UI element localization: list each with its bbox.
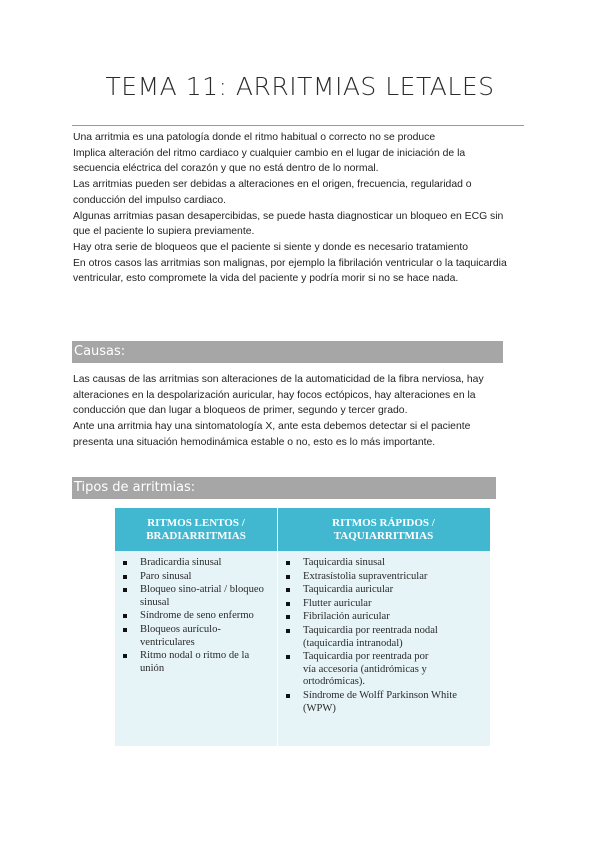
intro-paragraph: Hay otra serie de bloqueos que el paciente si siente y donde es necesario tratamiento bbox=[73, 241, 469, 253]
list-item: Extrasístolia supraventricular bbox=[278, 571, 488, 584]
arrhythmia-types-table bbox=[115, 508, 490, 746]
header-line: TAQUIARRITMIAS bbox=[333, 529, 434, 542]
causes-paragraph: Las causas de las arritmias son alteraciones de la automaticidad de la fibra nerviosa, hay alteraciones en la despolarización auricular, hay focos ectópicos, hay alteraciones en la conducción que dan lugar a bloqueos de primer, segundo y tercer grado. bbox=[73, 374, 484, 417]
list-item: Paro sinusal bbox=[115, 571, 275, 584]
intro-paragraph: Una arritmia es una patología donde el ritmo habitual o correcto no se produce bbox=[73, 132, 436, 143]
list-item: Taquicardia auricular bbox=[278, 584, 488, 597]
intro-paragraph: En otros casos las arritmias son malignas, por ejemplo la fibrilación ventricular o la taquicardia ventricular, esto compromete la vida del paciente y podría morir si no se hace nada. bbox=[73, 257, 507, 285]
table-header bbox=[115, 508, 490, 551]
list-item: Taquicardia sinusal bbox=[278, 557, 488, 570]
intro-paragraph: Algunas arritmias pasan desapercibidas, se puede hasta diagnosticar un bloqueo en ECG sin que el paciente lo supiera previamente. bbox=[73, 210, 504, 238]
section-heading-causas: Causas: bbox=[72, 341, 503, 363]
list-item: Ritmo nodal o ritmo de la unión bbox=[115, 650, 275, 675]
list-item: Taquicardia por reentrada por vía accesoria (antidrómicas y ortodrómicas). bbox=[278, 651, 488, 689]
intro-text bbox=[73, 130, 513, 287]
header-line: RITMOS RÁPIDOS / bbox=[332, 516, 435, 529]
list-item: Síndrome de seno enfermo bbox=[115, 610, 275, 623]
list-item: Bloqueos aurículo- ventriculares bbox=[115, 624, 275, 649]
header-bradiarritmias bbox=[115, 508, 277, 551]
list-item: Taquicardia por reentrada nodal (taquicardia intranodal) bbox=[278, 625, 488, 650]
taquiarritmias-list bbox=[278, 557, 488, 716]
title-divider bbox=[72, 125, 524, 126]
causes-text bbox=[73, 372, 513, 451]
header-line: BRADIARRITMIAS bbox=[146, 529, 246, 542]
list-item: Fibrilación auricular bbox=[278, 611, 488, 624]
intro-paragraph: Implica alteración del ritmo cardiaco y cualquier cambio en el lugar de iniciación de la secuencia eléctrica del corazón y que no está dentro de lo normal. bbox=[73, 147, 466, 175]
header-line: RITMOS LENTOS / bbox=[147, 516, 245, 529]
list-item: Flutter auricular bbox=[278, 598, 488, 611]
list-item: Bloqueo sino-atrial / bloqueo sinusal bbox=[115, 584, 275, 609]
list-item: Síndrome de Wolff Parkinson White (WPW) bbox=[278, 690, 488, 715]
list-item: Bradicardia sinusal bbox=[115, 557, 275, 570]
page-title: TEMA 11: ARRITMIAS LETALES bbox=[105, 72, 495, 101]
bradiarritmias-list bbox=[115, 557, 275, 676]
causes-paragraph: Ante una arritmia hay una sintomatología X, ante esta debemos detectar si el paciente presenta una situación hemodinámica estable o no, esto es lo más importante. bbox=[73, 421, 471, 448]
header-taquiarritmias bbox=[277, 508, 490, 551]
section-heading-tipos: Tipos de arritmias: bbox=[72, 477, 496, 499]
intro-paragraph: Las arritmias pueden ser debidas a alteraciones en el origen, frecuencia, regularidad o conducción del impulso cardiaco. bbox=[73, 179, 472, 206]
